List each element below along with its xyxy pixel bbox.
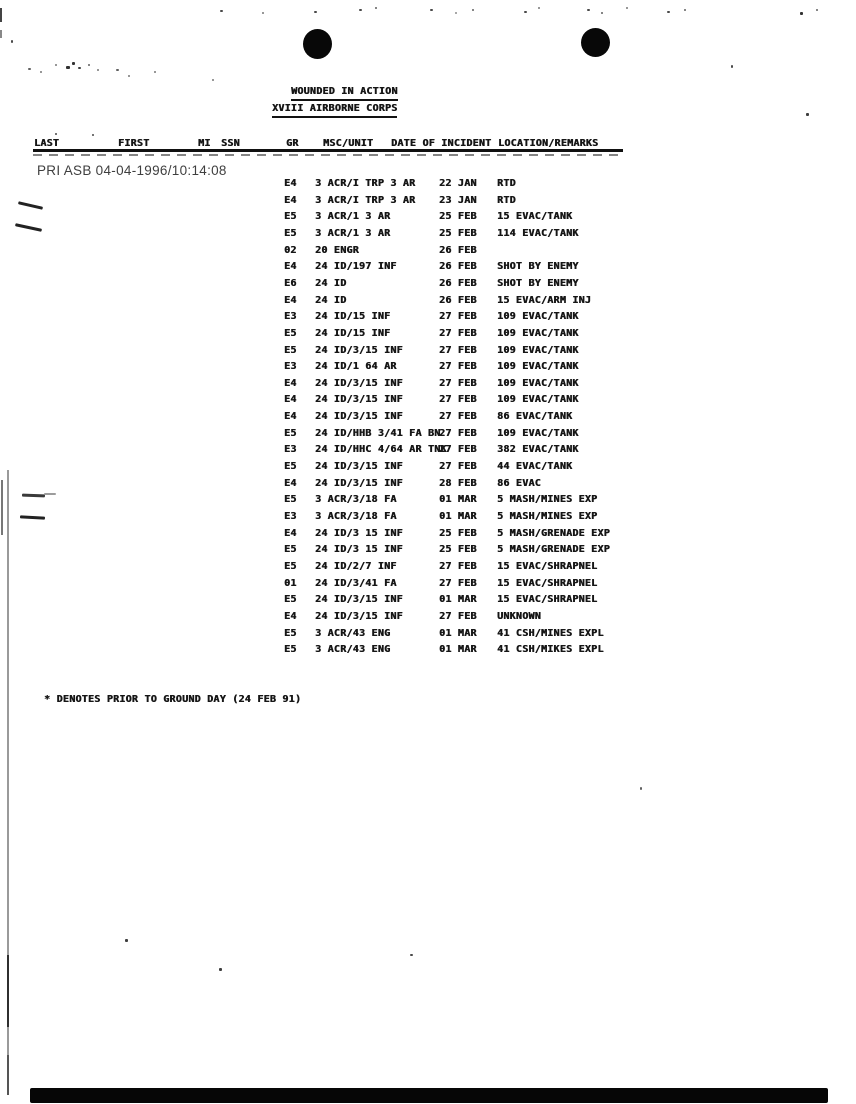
scan-edge-line [7, 1055, 9, 1095]
row-unit: 3 ACR/43 ENG [315, 627, 391, 639]
row-date: 28 FEB [439, 477, 477, 489]
row-grade: E4 [284, 411, 297, 423]
row-location: SHOT BY ENEMY [497, 277, 579, 289]
scan-edge-line [0, 8, 2, 22]
row-grade: E4 [284, 294, 297, 306]
row-unit: 24 ID/3/15 INF [315, 594, 403, 606]
scan-speckle [97, 69, 99, 71]
row-date: 22 JAN [439, 178, 477, 189]
document-title: WOUNDED IN ACTION [291, 86, 398, 101]
row-date: 01 MAR [439, 644, 477, 656]
row-location: 86 EVAC [497, 477, 541, 489]
row-unit: 24 ID/15 INF [315, 327, 391, 339]
row-unit: 3 ACR/43 ENG [315, 644, 391, 656]
table-row [0, 278, 856, 294]
scan-speckle [92, 134, 94, 136]
row-unit: 24 ID/3/15 INF [315, 477, 403, 489]
row-location: 109 EVAC/TANK [497, 427, 579, 439]
column-header-gr: GR [286, 138, 299, 149]
table-row [0, 628, 856, 644]
table-row [0, 195, 856, 211]
scan-edge-line [1, 480, 3, 535]
row-date: 26 FEB [439, 261, 477, 273]
table-row [0, 561, 856, 577]
row-grade: E5 [284, 627, 297, 639]
column-header-location-remarks: LOCATION/REMARKS [498, 138, 599, 149]
document-subtitle: XVIII AIRBORNE CORPS [272, 103, 397, 118]
header-rule [33, 149, 623, 152]
row-grade: E4 [284, 610, 297, 622]
scan-speckle [55, 64, 57, 66]
row-location: 109 EVAC/TANK [497, 327, 579, 339]
table-row [0, 261, 856, 277]
pen-mark [44, 493, 56, 495]
row-grade: E5 [284, 461, 297, 473]
scan-speckle [28, 68, 31, 70]
row-grade: E4 [284, 178, 297, 189]
row-grade: E4 [284, 194, 297, 206]
scan-speckle [359, 9, 362, 11]
row-date: 01 MAR [439, 494, 477, 506]
row-grade: E4 [284, 527, 297, 539]
table-row [0, 444, 856, 460]
row-date: 27 FEB [439, 427, 477, 439]
row-grade: E5 [284, 327, 297, 339]
row-grade: E5 [284, 211, 297, 223]
table-row [0, 211, 856, 227]
row-grade: E3 [284, 361, 297, 373]
row-grade: E3 [284, 311, 297, 323]
scan-speckle [684, 9, 686, 11]
row-unit: 24 ID/3/15 INF [315, 461, 403, 473]
scan-edge-line [0, 30, 2, 38]
scan-speckle [116, 69, 119, 71]
scan-speckle [538, 7, 540, 9]
row-unit: 24 ID/3/41 FA [315, 577, 397, 589]
column-header-last: LAST [34, 138, 60, 149]
table-row [0, 178, 856, 194]
scan-speckle [128, 75, 130, 77]
row-grade: E4 [284, 394, 297, 406]
row-unit: 24 ID/2/7 INF [315, 560, 397, 572]
table-row [0, 311, 856, 327]
scan-speckle [125, 939, 128, 942]
row-date: 26 FEB [439, 277, 477, 289]
row-location: 109 EVAC/TANK [497, 344, 579, 356]
row-date: 27 FEB [439, 461, 477, 473]
scan-speckle [640, 787, 642, 790]
scan-speckle [410, 954, 413, 956]
column-header-msc-unit: MSC/UNIT [323, 138, 374, 149]
row-unit: 24 ID/1 64 AR [315, 361, 397, 373]
row-unit: 24 ID/HHC 4/64 AR TNK [315, 444, 447, 456]
table-row [0, 578, 856, 594]
row-location: 41 CSH/MINES EXPL [497, 627, 604, 639]
row-unit: 24 ID/3 15 INF [315, 527, 403, 539]
row-location: 382 EVAC/TANK [497, 444, 579, 456]
scan-speckle [55, 133, 57, 135]
scan-speckle [667, 11, 670, 13]
row-grade: E5 [284, 644, 297, 656]
row-location: 15 EVAC/SHRAPNEL [497, 594, 598, 606]
scan-speckle [806, 113, 809, 116]
row-unit: 24 ID/3 15 INF [315, 544, 403, 556]
row-grade: E5 [284, 427, 297, 439]
row-unit: 24 ID/HHB 3/41 FA BN [315, 427, 441, 439]
table-row [0, 245, 856, 261]
row-unit: 24 ID/3/15 INF [315, 610, 403, 622]
table-row [0, 394, 856, 410]
table-row [0, 328, 856, 344]
row-grade: E5 [284, 560, 297, 572]
row-date: 27 FEB [439, 610, 477, 622]
table-row [0, 611, 856, 627]
table-row [0, 644, 856, 660]
row-grade: E6 [284, 277, 297, 289]
table-row [0, 494, 856, 510]
row-location: 15 EVAC/SHRAPNEL [497, 560, 598, 572]
row-grade: E3 [284, 511, 297, 522]
scan-artifact-bar [30, 1088, 828, 1103]
scan-speckle [212, 79, 214, 81]
row-location: 15 EVAC/TANK [497, 211, 573, 223]
row-location: 5 MASH/MINES EXP [497, 494, 598, 506]
scan-edge-line [7, 955, 9, 1027]
column-header-first: FIRST [118, 138, 150, 149]
row-date: 27 FEB [439, 444, 477, 456]
row-unit: 24 ID/3/15 INF [315, 377, 403, 389]
scan-speckle [816, 9, 818, 11]
row-date: 27 FEB [439, 361, 477, 373]
scan-speckle [78, 67, 81, 69]
row-date: 26 FEB [439, 244, 477, 256]
row-grade: E4 [284, 377, 297, 389]
row-location: 109 EVAC/TANK [497, 311, 579, 323]
scan-speckle [524, 11, 527, 13]
row-grade: 01 [284, 577, 297, 589]
row-unit: 24 ID/3/15 INF [315, 394, 403, 406]
row-unit: 3 ACR/I TRP 3 AR [315, 178, 416, 189]
row-location: UNKNOWN [497, 610, 541, 622]
table-row [0, 544, 856, 560]
punch-hole-dot [581, 28, 610, 57]
column-header-ssn: SSN [221, 138, 240, 149]
row-grade: E5 [284, 494, 297, 506]
row-location: 15 EVAC/SHRAPNEL [497, 577, 598, 589]
row-unit: 3 ACR/1 3 AR [315, 211, 391, 223]
row-date: 27 FEB [439, 560, 477, 572]
table-row [0, 428, 856, 444]
punch-hole-dot [303, 29, 332, 59]
row-date: 25 FEB [439, 227, 477, 239]
row-grade: E4 [284, 477, 297, 489]
scan-speckle [731, 65, 733, 68]
table-row [0, 478, 856, 494]
row-date: 27 FEB [439, 327, 477, 339]
row-grade: E5 [284, 344, 297, 356]
row-date: 01 MAR [439, 511, 477, 522]
row-unit: 24 ID/3/15 INF [315, 344, 403, 356]
table-row [0, 411, 856, 427]
scan-speckle [88, 64, 90, 66]
table-row [0, 461, 856, 477]
table-row [0, 295, 856, 311]
row-date: 23 JAN [439, 194, 477, 206]
table-row [0, 345, 856, 361]
row-date: 25 FEB [439, 211, 477, 223]
row-date: 27 FEB [439, 311, 477, 323]
scan-speckle [219, 968, 222, 971]
row-location: 41 CSH/MIKES EXPL [497, 644, 604, 656]
row-location: 5 MASH/GRENADE EXP [497, 527, 610, 539]
row-unit: 24 ID/3/15 INF [315, 411, 403, 423]
row-grade: E4 [284, 261, 297, 273]
row-date: 27 FEB [439, 344, 477, 356]
row-unit: 3 ACR/1 3 AR [315, 227, 391, 239]
scan-speckle [72, 62, 75, 65]
scan-speckle [11, 40, 13, 43]
row-date: 27 FEB [439, 411, 477, 423]
row-date: 27 FEB [439, 377, 477, 389]
row-location: SHOT BY ENEMY [497, 261, 579, 273]
row-unit: 24 ID [315, 294, 347, 306]
row-date: 26 FEB [439, 294, 477, 306]
table-row [0, 378, 856, 394]
table-row [0, 511, 856, 527]
header-rule-broken [33, 154, 623, 156]
row-unit: 24 ID [315, 277, 347, 289]
table-row [0, 594, 856, 610]
row-unit: 3 ACR/I TRP 3 AR [315, 194, 416, 206]
row-grade: E5 [284, 544, 297, 556]
row-location: 44 EVAC/TANK [497, 461, 573, 473]
row-grade: 02 [284, 244, 297, 256]
row-location: 5 MASH/MINES EXP [497, 511, 598, 522]
row-location: 109 EVAC/TANK [497, 394, 579, 406]
row-unit: 3 ACR/3/18 FA [315, 494, 397, 506]
row-grade: E3 [284, 444, 297, 456]
scan-speckle [601, 12, 603, 14]
scan-speckle [800, 12, 803, 15]
scan-speckle [455, 12, 457, 14]
row-date: 27 FEB [439, 577, 477, 589]
row-location: 86 EVAC/TANK [497, 411, 573, 423]
row-date: 01 MAR [439, 594, 477, 606]
scan-speckle [154, 71, 156, 73]
row-date: 25 FEB [439, 544, 477, 556]
table-row [0, 361, 856, 377]
row-unit: 20 ENGR [315, 244, 359, 256]
scan-speckle [40, 71, 42, 73]
scan-speckle [587, 9, 590, 11]
scan-speckle [626, 7, 628, 9]
row-unit: 24 ID/197 INF [315, 261, 397, 273]
scan-speckle [262, 12, 264, 14]
column-header-date-of-incident: DATE OF INCIDENT [391, 138, 492, 149]
table-row [0, 228, 856, 244]
scan-speckle [375, 7, 377, 9]
column-header-mi: MI [198, 138, 211, 149]
processing-stamp: PRI ASB 04-04-1996/10:14:08 [37, 163, 227, 178]
row-date: 27 FEB [439, 394, 477, 406]
row-location: 15 EVAC/ARM INJ [497, 294, 592, 306]
row-location: RTD [497, 178, 516, 189]
footnote: * DENOTES PRIOR TO GROUND DAY (24 FEB 91) [44, 694, 302, 705]
row-location: 5 MASH/GRENADE EXP [497, 544, 610, 556]
row-location: 114 EVAC/TANK [497, 227, 579, 239]
scan-speckle [220, 10, 223, 12]
row-date: 01 MAR [439, 627, 477, 639]
row-grade: E5 [284, 227, 297, 239]
row-location: 109 EVAC/TANK [497, 377, 579, 389]
row-unit: 3 ACR/3/18 FA [315, 511, 397, 522]
scan-speckle [472, 9, 474, 11]
row-location: RTD [497, 194, 516, 206]
table-row [0, 528, 856, 544]
row-date: 25 FEB [439, 527, 477, 539]
row-location: 109 EVAC/TANK [497, 361, 579, 373]
row-grade: E5 [284, 594, 297, 606]
scan-speckle [430, 9, 433, 11]
scan-speckle [314, 11, 317, 13]
row-unit: 24 ID/15 INF [315, 311, 391, 323]
scan-speckle [66, 66, 70, 69]
